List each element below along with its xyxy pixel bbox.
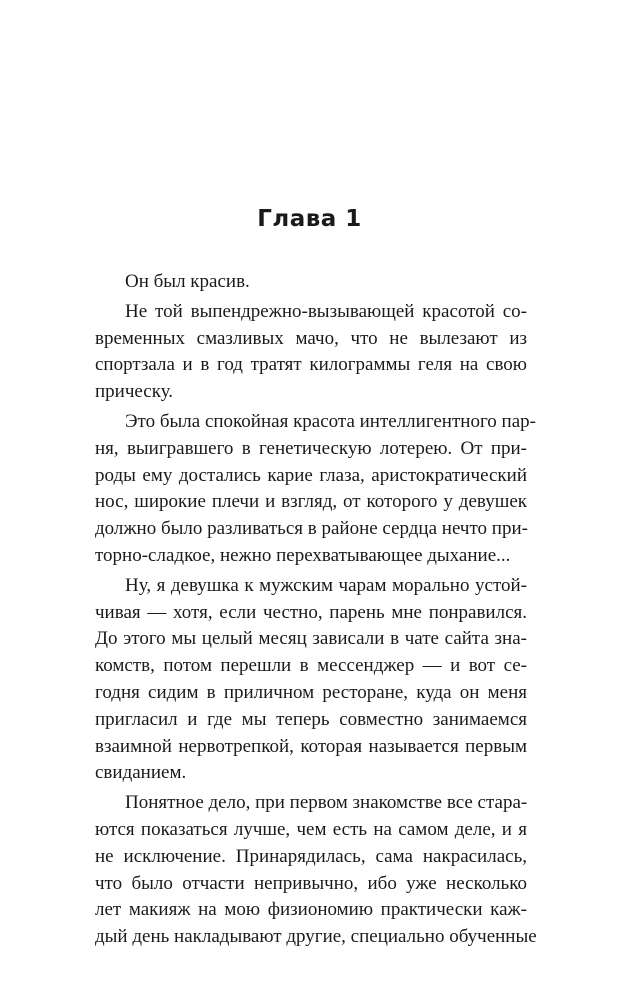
text-line: ня, выигравшего в генетическую лотерею. От при- (95, 437, 527, 459)
text-line: комств, потом перешли в мессенджер — и вот се- (95, 655, 527, 677)
text-line: ются показаться лучше, чем есть на самом деле, и я (95, 818, 527, 840)
text-line: пригласил и где мы теперь совместно занимаемся (95, 708, 527, 730)
chapter-text (95, 269, 537, 954)
text-line: чивая — хотя, если честно, парень мне понравился. (95, 601, 527, 623)
text-line: дый день накладывают другие, специально обученные (95, 926, 537, 948)
text-line: торно-сладкое, нежно перехватывающее дыхание... (95, 544, 511, 566)
text-line: прическу. (95, 381, 174, 403)
text-line: не исключение. Принарядилась, сама накрасилась, (95, 845, 527, 867)
text-line: временных смазливых мачо, что не вылезают из (95, 327, 527, 349)
text-line: спортзала и в год тратят килограммы геля на свою (95, 354, 527, 376)
text-line: свиданием. (95, 762, 187, 784)
text-line: годня сидим в приличном ресторане, куда он меня (95, 681, 527, 703)
text-line: До этого мы целый месяц зависали в чате сайта зна- (95, 628, 527, 650)
text-line: должно было разливаться в районе сердца нечто при- (95, 518, 528, 540)
text-line: что было отчасти непривычно, ибо уже несколько (95, 872, 527, 894)
text-line: роды ему достались карие глаза, аристократический (95, 464, 527, 486)
paragraph (95, 790, 537, 951)
text-line: Ну, я девушка к мужским чарам морально устой- (125, 574, 527, 596)
text-line: взаимной нервотрепкой, которая называется первым (95, 735, 527, 757)
text-line: лет макияж на мою физиономию практически каж- (95, 899, 527, 921)
paragraph (95, 299, 527, 406)
chapter-title: Глава 1 (257, 206, 362, 232)
paragraph (95, 269, 527, 296)
paragraph (95, 573, 527, 787)
text-line: Не той выпендрежно-вызывающей красотой со- (125, 300, 527, 322)
text-line: Он был красив. (125, 271, 250, 292)
text-line: Это была спокойная красота интеллигентного пар- (125, 410, 536, 432)
text-line: нос, широкие плечи и взгляд, от которого у девушек (95, 491, 527, 513)
paragraph (95, 409, 536, 570)
text-line: Понятное дело, при первом знакомстве все стара- (125, 792, 528, 814)
